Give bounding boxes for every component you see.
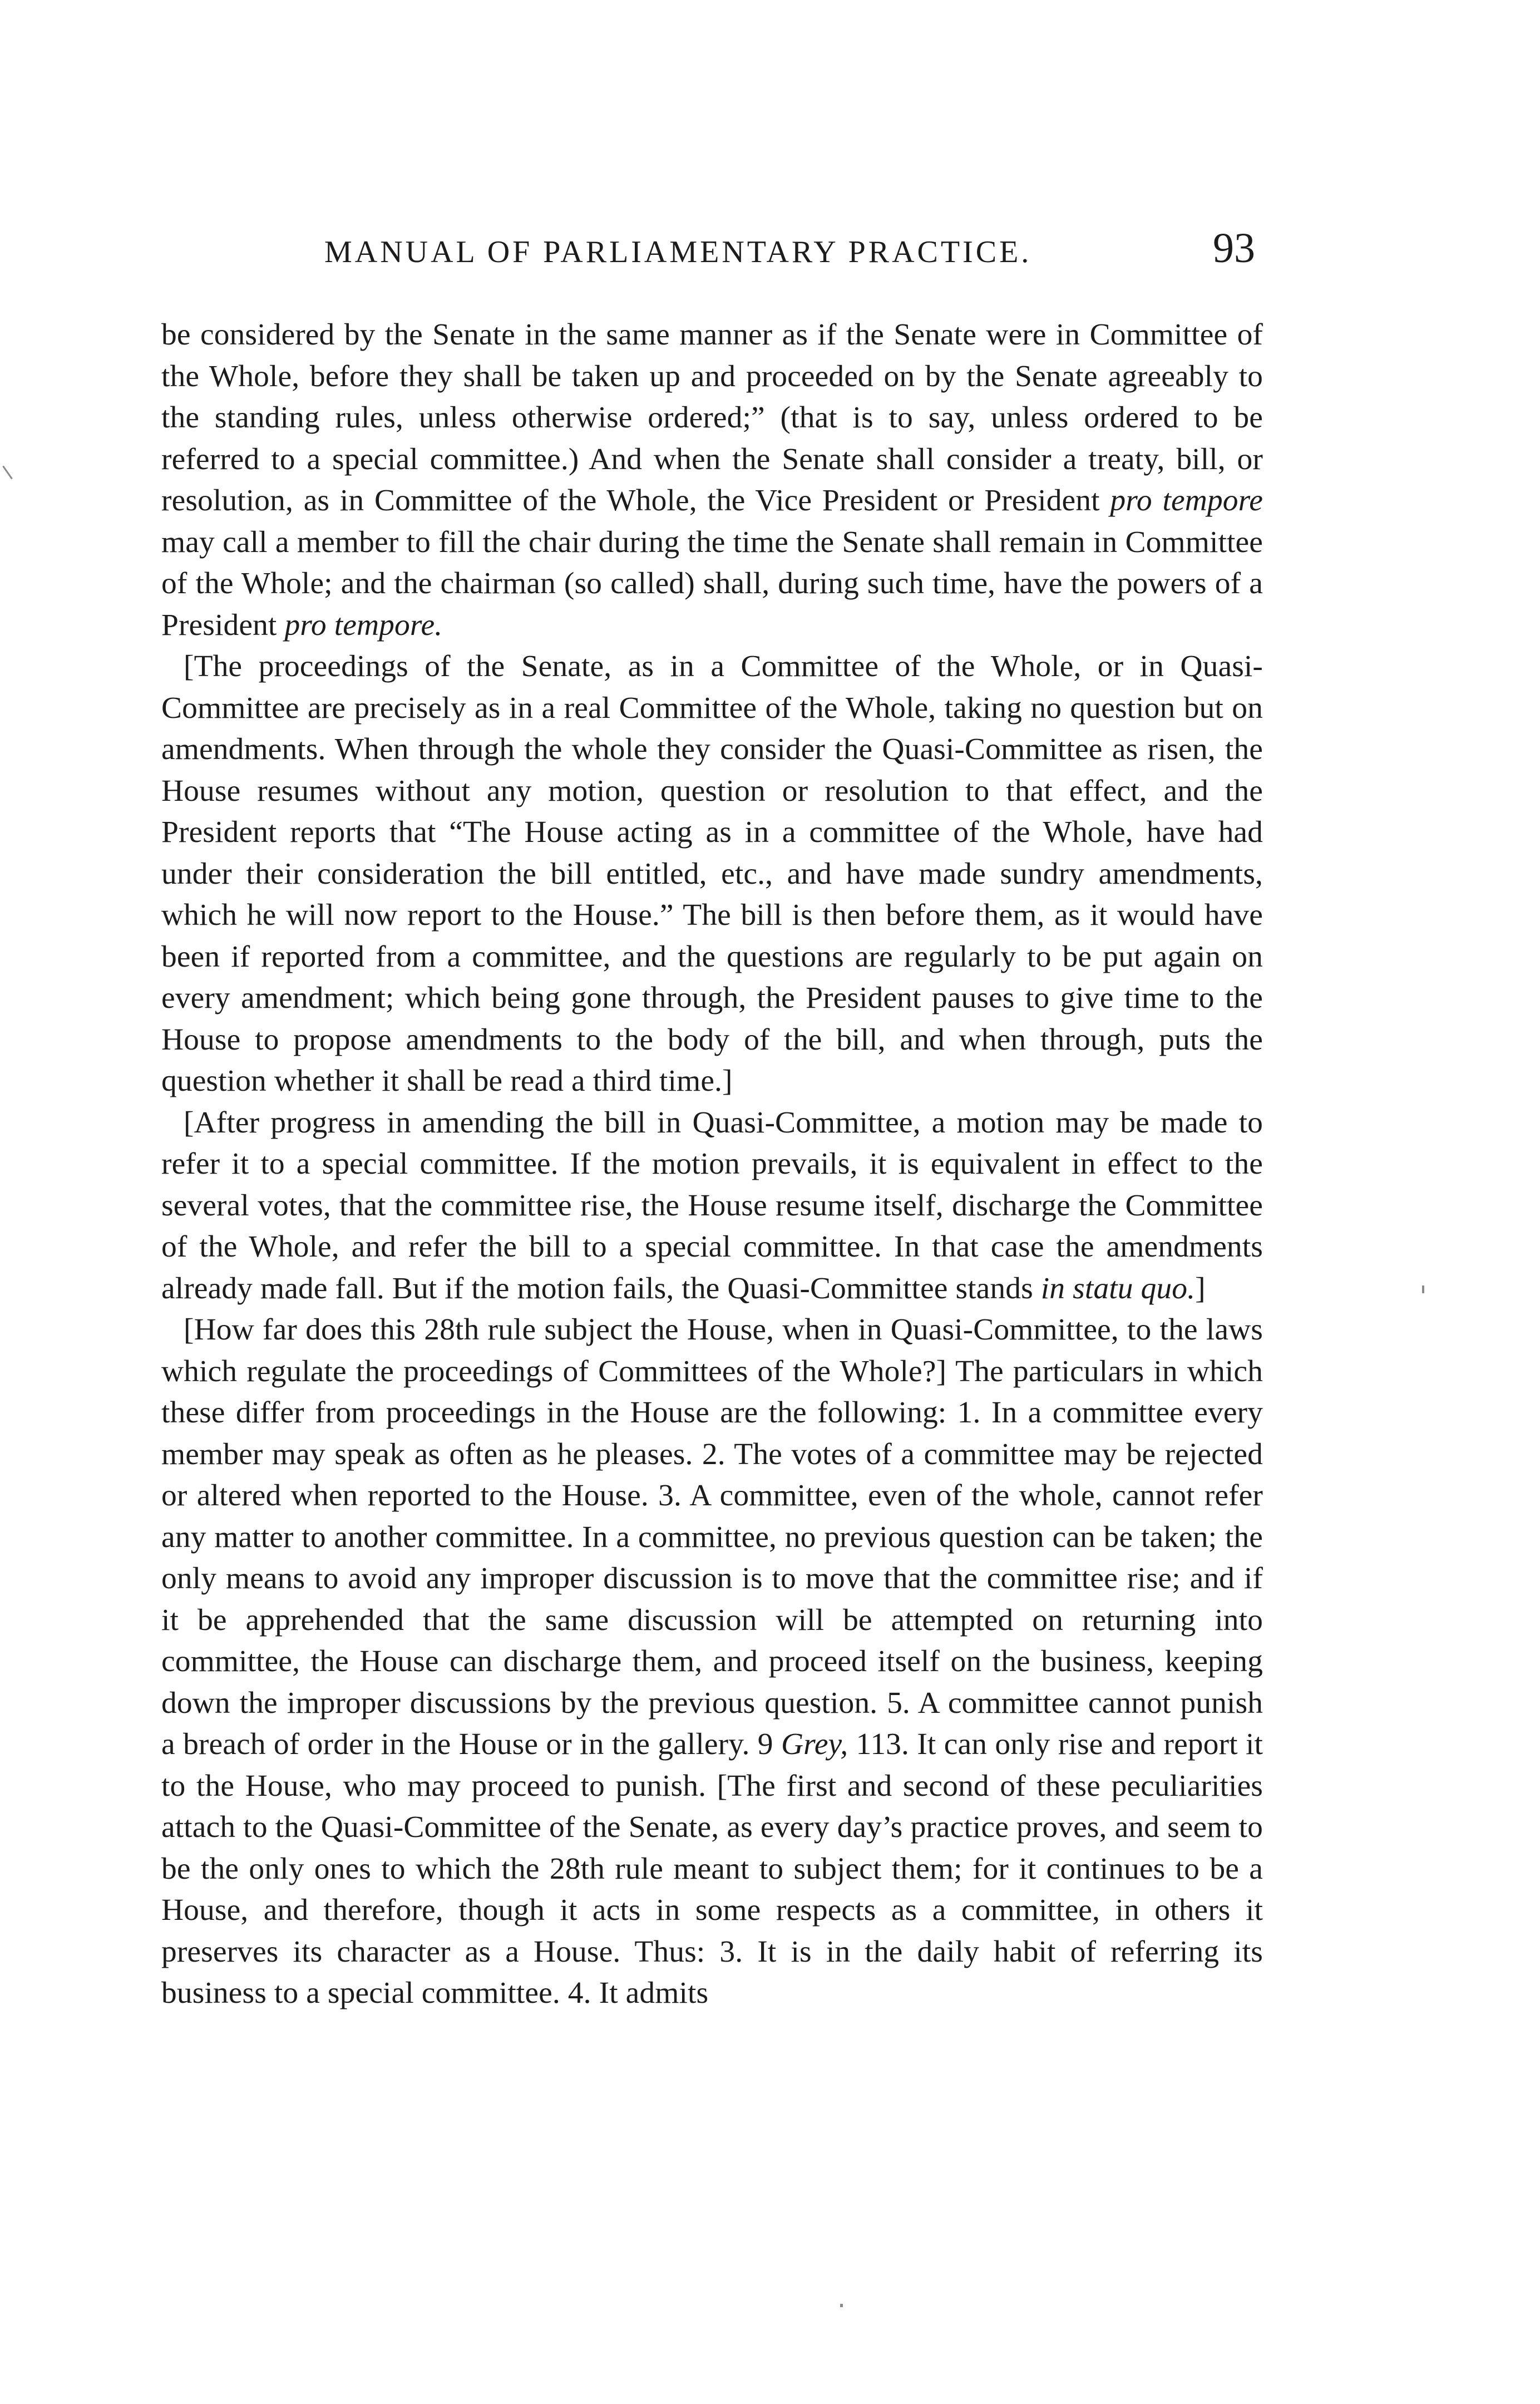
margin-mark-right: [1422, 1285, 1424, 1293]
paragraph-1-italic-1: pro tempore: [1110, 484, 1263, 518]
paragraph-1-italic-2: pro tempore.: [284, 608, 443, 642]
margin-dot-bottom: [840, 2304, 843, 2307]
paragraph-4-text-a: [How far does this 28th rule subject the House, when in Quasi-Committee, to the laws which regulate the proceedings of Committees of the Whole?] The particulars in which these differ from proceedings in the House are the following: 1. In a committee every member may speak as often as he pleases. 2. The votes of a committee may be rejected or altered when reported to the House. 3. A committee, even of the whole, cannot refer any matter to another committee. In a committee, no previous question can be taken; the only means to avoid any improper discussion is to move that the committee rise; and if it be apprehended that the same discussion will be attempted on returning into committee, the House can discharge them, and proceed itself on the business, keeping down the improper discussions by the previous question. 5. A committee cannot punish a breach of order in the House or in the gallery. 9: [161, 1313, 1263, 1761]
paragraph-2: [161, 646, 1263, 1102]
paragraph-3-text-a: [After progress in amending the bill in Quasi-Committee, a motion may be made to refer it to a special committee. If the motion prevails, it is equivalent in effect to the several votes, that the committee rise, the House resume itself, discharge the Committee of the Whole, and refer the bill to a special committee. In that case the amendments already made fall. But if the motion fails, the Quasi-Committee stands: [161, 1105, 1263, 1306]
margin-mark-left: [2, 466, 13, 480]
paragraph-3-text-b: ]: [1195, 1271, 1206, 1306]
running-title: MANUAL OF PARLIAMENTARY PRACTICE.: [324, 235, 1032, 269]
paragraph-3: [161, 1102, 1263, 1310]
page-number: 93: [1213, 225, 1255, 272]
paragraph-1-text-b: may call a member to fill the chair during the time the Senate shall remain in Committee of the Whole; and the chairman (so called) shall, during such time, have the powers of a President: [161, 525, 1263, 642]
paragraph-1: [161, 314, 1263, 646]
paragraph-3-italic-1: in statu quo.: [1040, 1271, 1196, 1306]
body-text: [161, 314, 1263, 2014]
paragraph-4: [161, 1309, 1263, 2014]
paragraph-4-text-b: 113. It can only rise and report it to the House, who may proceed to punish. [The first and second of these peculiarities attach to the Quasi-Committee of the Senate, as every day’s practice proves, and seem to be the only ones to which the 28th rule meant to subject them; for it continues to be a House, and therefore, though it acts in some respects as a committee, in others it preserves its character as a House. Thus: 3. It is in the daily habit of referring its business to a special committee. 4. It admits: [161, 1727, 1263, 2010]
paragraph-2-text: [The proceedings of the Senate, as in a Committee of the Whole, or in Quasi-Committee are precisely as in a real Committee of the Whole, taking no question but on amendments. When through the whole they consider the Quasi-Committee as risen, the House resumes without any motion, question or resolution to that effect, and the President reports that “The House acting as in a committee of the Whole, have had under their consideration the bill entitled, etc., and have made sundry amendments, which he will now report to the House.” The bill is then before them, as it would have been if reported from a committee, and the questions are regularly to be put again on every amendment; which being gone through, the President pauses to give time to the House to propose amendments to the body of the bill, and when through, puts the question whether it shall be read a third time.]: [161, 649, 1263, 1098]
paragraph-1-text-a: be considered by the Senate in the same manner as if the Senate were in Committee of the Whole, before they shall be taken up and proceeded on by the Senate agreeably to the standing rules, unless otherwise ordered;” (that is to say, unless ordered to be referred to a special committee.) And when the Senate shall consider a treaty, bill, or resolution, as in Committee of the Whole, the Vice President or President: [161, 318, 1263, 518]
paragraph-4-italic-1: Grey,: [781, 1727, 848, 1761]
